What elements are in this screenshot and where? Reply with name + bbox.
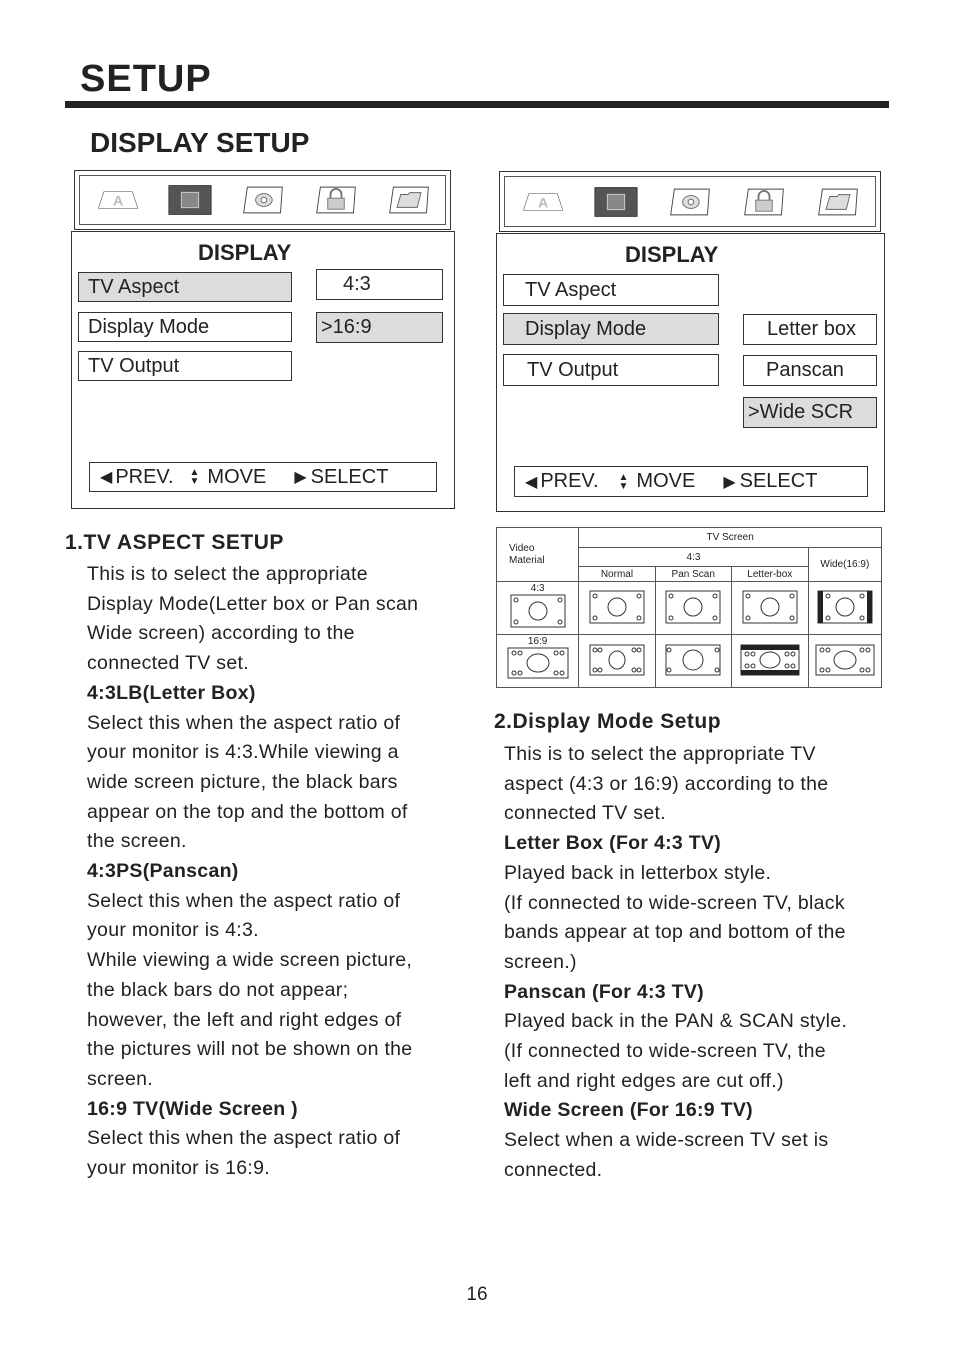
widescreen-line: Select this when the aspect ratio of <box>87 1127 401 1150</box>
letterbox-mode-line: Played back in letterbox style. <box>504 861 772 884</box>
menu-item-tv-aspect[interactable]: TV Aspect <box>78 272 292 302</box>
icon-bar-left <box>74 170 451 230</box>
screen-4-3-letterbox <box>742 590 798 624</box>
audio-icon[interactable] <box>667 187 713 217</box>
section1-heading: 1.TV ASPECT SETUP <box>65 531 284 554</box>
audio-icon[interactable] <box>240 185 286 215</box>
screen-16-9-panscan <box>665 644 721 676</box>
select-arrow-icon: ▶ <box>294 469 307 486</box>
section2-intro-line: connected TV set. <box>504 802 666 825</box>
lock-icon[interactable] <box>313 185 359 215</box>
section2-intro-line: This is to select the appropriate TV <box>504 743 816 765</box>
prev-arrow-icon: ◀ <box>525 473 538 491</box>
letterbox-header: Letter-box <box>731 567 808 582</box>
screen-4-3-normal <box>589 590 645 624</box>
nav-bar <box>514 466 868 497</box>
section1-intro-line: Display Mode(Letter box or Pan scan <box>87 592 419 615</box>
language-icon[interactable] <box>519 187 565 217</box>
option-panscan[interactable]: Panscan <box>743 355 877 386</box>
display-icon[interactable] <box>593 187 639 217</box>
panscan-mode-line: left and right edges are cut off.) <box>504 1069 784 1092</box>
svg-text:A: A <box>112 193 123 210</box>
move-arrows-icon: ▲ ▼ <box>618 471 629 492</box>
nav-select[interactable]: SELECT <box>310 465 389 488</box>
folder-icon[interactable] <box>815 187 861 217</box>
tv-screen-header: TV Screen <box>579 528 882 548</box>
nav-move[interactable]: MOVE <box>636 470 696 492</box>
page-title: SETUP <box>80 58 212 100</box>
panscan-header: Pan Scan <box>655 567 731 582</box>
nav-bar <box>89 462 437 492</box>
option-16-9[interactable]: >16:9 <box>316 312 443 343</box>
material-label: Material <box>509 554 545 566</box>
widescreen-mode-line: Select when a wide-screen TV set is <box>504 1129 829 1152</box>
nav-prev[interactable]: PREV. <box>115 465 174 488</box>
menu-title: DISPLAY <box>625 242 719 267</box>
section1-intro-line: Wide screen) according to the <box>87 622 355 645</box>
letterbox-line: the screen. <box>87 830 187 853</box>
nav-prev[interactable]: PREV. <box>540 470 599 492</box>
move-arrows-icon: ▲ ▼ <box>189 467 200 487</box>
cell-16-9-wide <box>808 635 881 688</box>
prev-arrow-icon: ◀ <box>100 469 113 486</box>
panscan-line: however, the left and right edges of <box>87 1008 402 1031</box>
cell-16-9-normal <box>579 635 655 688</box>
panscan-line: the pictures will not be shown on the <box>87 1038 413 1061</box>
letterbox-mode-line: (If connected to wide-screen TV, black <box>504 891 845 914</box>
menu-title: DISPLAY <box>198 240 292 265</box>
group-4-3-header: 4:3 <box>579 548 808 567</box>
menu-item-display-mode[interactable]: Display Mode <box>78 312 292 342</box>
svg-text:A: A <box>537 194 549 211</box>
letterbox-line: your monitor is 4:3.While viewing a <box>87 741 399 764</box>
nav-move[interactable]: MOVE <box>207 465 267 488</box>
normal-header: Normal <box>579 567 655 582</box>
section-title: DISPLAY SETUP <box>90 127 310 158</box>
row-4-3-cell <box>497 582 579 635</box>
widescreen-mode-heading: Wide Screen (For 16:9 TV) <box>504 1099 753 1122</box>
cell-16-9-letterbox <box>731 635 808 688</box>
section2-intro-line: aspect (4:3 or 16:9) according to the <box>504 772 829 795</box>
wide-header: Wide(16:9) <box>808 548 881 582</box>
section1-body <box>87 560 467 1184</box>
letterbox-mode-heading: Letter Box (For 4:3 TV) <box>504 832 722 855</box>
video-material-header <box>497 528 579 582</box>
select-arrow-icon: ▶ <box>723 473 736 491</box>
nav-select[interactable]: SELECT <box>739 470 818 492</box>
screen-16-9-wide <box>815 644 875 676</box>
folder-icon[interactable] <box>386 185 432 215</box>
cell-4-3-panscan <box>655 582 731 635</box>
cell-4-3-normal <box>579 582 655 635</box>
lock-icon[interactable] <box>741 187 787 217</box>
title-rule <box>65 101 889 108</box>
widescreen-mode-line: connected. <box>504 1158 603 1181</box>
panscan-line: screen. <box>87 1067 154 1090</box>
icon-bar-right <box>499 171 881 232</box>
option-4-3[interactable]: 4:3 <box>316 269 443 300</box>
section1-intro-line: connected TV set. <box>87 652 249 675</box>
screen-16-9-normal <box>589 644 645 676</box>
letterbox-mode-line: bands appear at top and bottom of the <box>504 921 846 944</box>
screen-4-3-panscan <box>665 590 721 624</box>
display-icon[interactable] <box>167 185 213 215</box>
menu-item-display-mode[interactable]: Display Mode <box>503 313 719 345</box>
display-menu-right <box>496 233 885 512</box>
menu-item-tv-aspect[interactable]: TV Aspect <box>503 274 719 306</box>
aspect-ratio-table <box>496 527 882 688</box>
letterbox-line: wide screen picture, the black bars <box>87 770 398 793</box>
panscan-line: the black bars do not appear; <box>87 978 349 1001</box>
language-icon[interactable] <box>94 185 140 215</box>
panscan-line: Select this when the aspect ratio of <box>87 889 401 912</box>
letterbox-heading: 4:3LB(Letter Box) <box>87 681 256 704</box>
option-letter-box[interactable]: Letter box <box>743 314 877 345</box>
letterbox-line: appear on the top and the bottom of <box>87 800 408 823</box>
screen-4-3-wide <box>817 590 873 624</box>
display-menu-left <box>71 231 455 509</box>
screen-16-9-letterbox <box>740 644 800 676</box>
panscan-line: your monitor is 4:3. <box>87 919 259 942</box>
row-16-9-cell <box>497 635 579 688</box>
panscan-line: While viewing a wide screen picture, <box>87 949 413 972</box>
panscan-mode-line: Played back in the PAN & SCAN style. <box>504 1010 848 1033</box>
widescreen-heading: 16:9 TV(Wide Screen ) <box>87 1097 298 1120</box>
video-label: Video <box>509 542 535 554</box>
menu-item-tv-output[interactable]: TV Output <box>503 354 719 386</box>
menu-item-tv-output[interactable]: TV Output <box>78 351 292 381</box>
panscan-mode-heading: Panscan (For 4:3 TV) <box>504 980 704 1003</box>
row-16-9-label: 16:9 <box>527 636 548 647</box>
letterbox-line: Select this when the aspect ratio of <box>87 711 401 734</box>
row-4-3-label: 4:3 <box>530 583 545 594</box>
cell-4-3-wide <box>808 582 881 635</box>
page-number: 16 <box>466 1284 488 1305</box>
widescreen-line: your monitor is 16:9. <box>87 1157 270 1180</box>
section1-intro-line: This is to select the appropriate <box>87 563 368 585</box>
letterbox-mode-line: screen.) <box>504 950 577 973</box>
section2-heading: 2.Display Mode Setup <box>494 710 722 733</box>
section2-body <box>504 740 894 1186</box>
screen-4-3-source <box>510 594 566 628</box>
panscan-heading: 4:3PS(Panscan) <box>87 860 239 883</box>
cell-4-3-letterbox <box>731 582 808 635</box>
panscan-mode-line: (If connected to wide-screen TV, the <box>504 1040 826 1063</box>
cell-16-9-panscan <box>655 635 731 688</box>
option-wide-scr[interactable]: >Wide SCR <box>743 397 877 428</box>
screen-16-9-source <box>507 647 569 679</box>
